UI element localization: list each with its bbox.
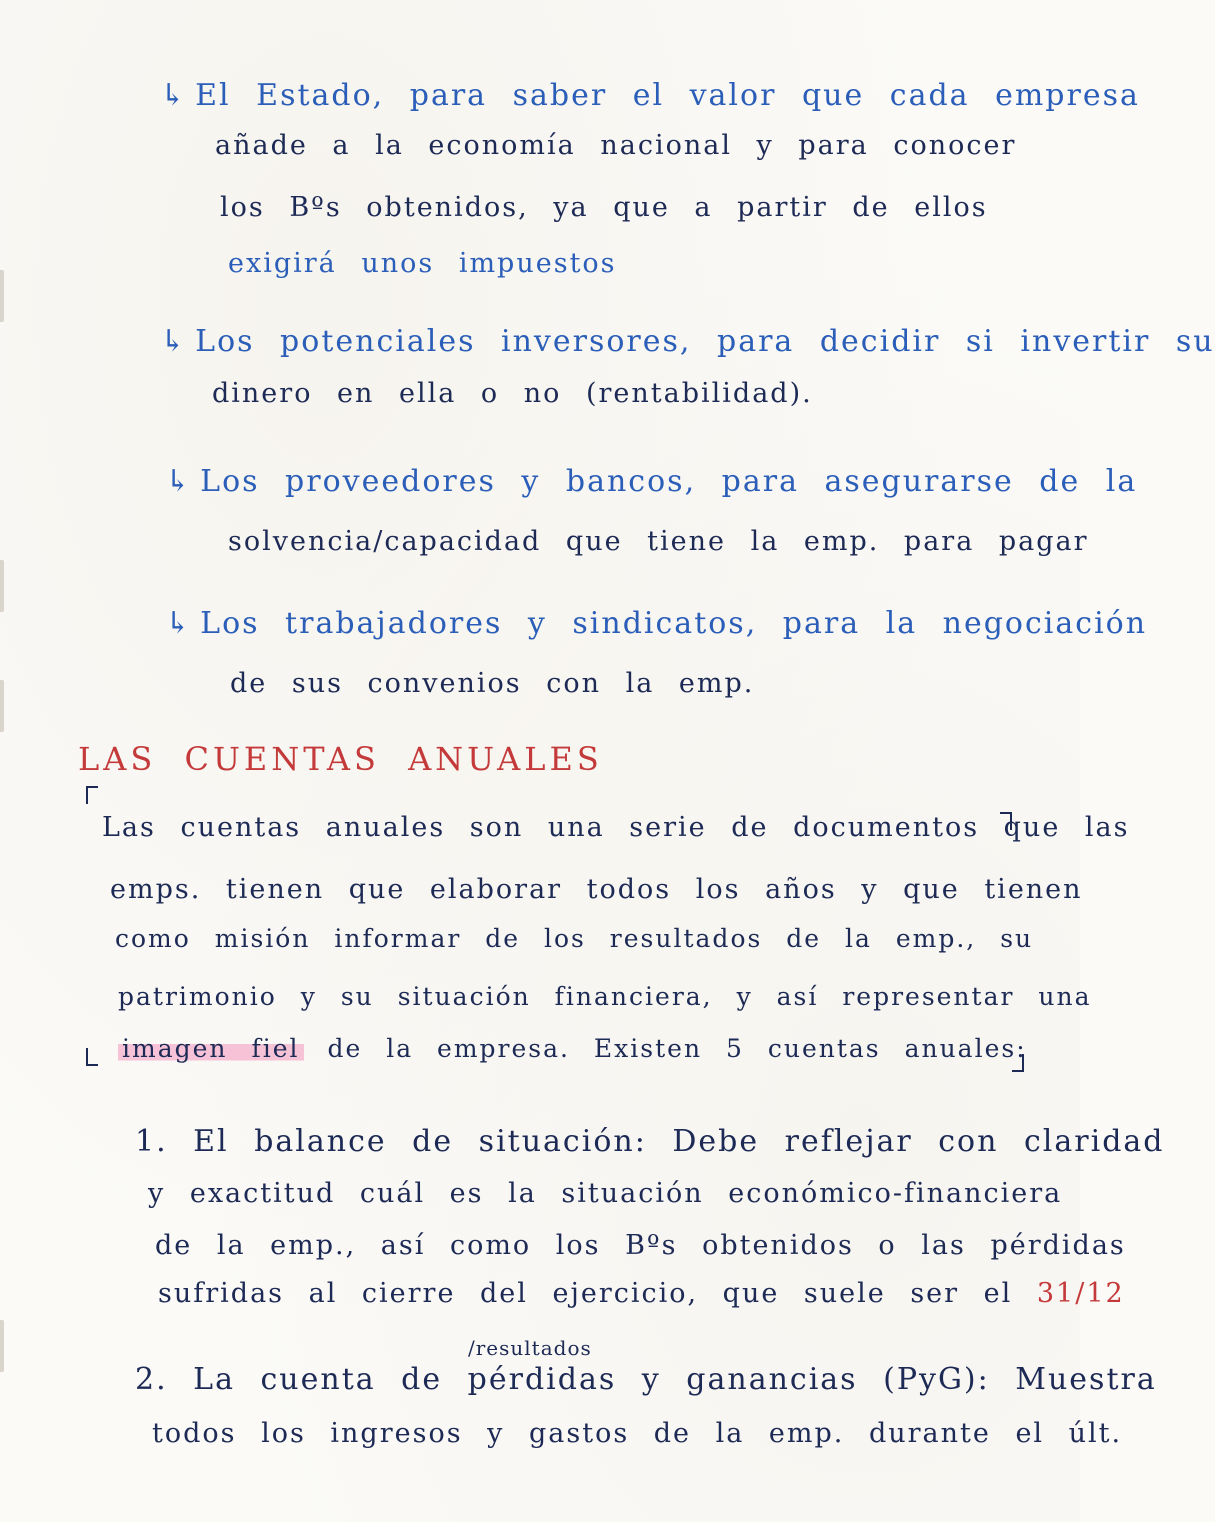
annotation-resultados: /resultados: [468, 1336, 592, 1360]
arrow-icon: ↳: [160, 324, 186, 359]
definition-line-4: patrimonio y su situación financiera, y así representar una: [118, 982, 1092, 1011]
bracket-bottom-left: [86, 1048, 98, 1066]
bullet-trabajadores-line-2: de sus convenios con la emp.: [230, 668, 755, 699]
bullet-proveedores-line-2: solvencia/capacidad que tiene la emp. para pagar: [228, 526, 1089, 557]
item-balance-line-3: de la emp., así como los Bºs obtenidos o las pérdidas: [155, 1230, 1126, 1261]
item-balance-line-2: y exactitud cuál es la situación económico-financiera: [148, 1178, 1063, 1209]
binder-mark: [0, 270, 4, 322]
item-balance-line-1: 1. El balance de situación: Debe reflejar con claridad: [135, 1124, 1165, 1159]
section-title: LAS CUENTAS ANUALES: [78, 740, 603, 778]
binder-mark: [0, 1320, 4, 1372]
item-pyg-line-1: 2. La cuenta de pérdidas y ganancias (PyG): Muestra: [135, 1362, 1157, 1397]
arrow-icon: ↳: [165, 464, 191, 499]
definition-line-3: como misión informar de los resultados de la emp., su: [115, 924, 1034, 953]
item-balance-line-4: [158, 1278, 1125, 1309]
definition-line-2: emps. tienen que elaborar todos los años y que tienen: [110, 874, 1083, 905]
bullet-estado-line-3: los Bºs obtenidos, ya que a partir de ellos: [220, 192, 988, 223]
note-text: Los proveedores y bancos, para asegurarse de la: [200, 464, 1138, 499]
arrow-icon: ↳: [165, 606, 191, 641]
binder-mark: [0, 560, 4, 612]
note-text: Los potenciales inversores, para decidir si invertir su: [195, 324, 1215, 359]
note-text: Los trabajadores y sindicatos, para la negociación: [200, 606, 1148, 641]
definition-line-1: Las cuentas anuales son una serie de documentos que las: [102, 812, 1130, 843]
item-pyg-line-2: todos los ingresos y gastos de la emp. durante el últ.: [152, 1418, 1123, 1449]
definition-line-5-rest: de la empresa. Existen 5 cuentas anuales:: [327, 1034, 1027, 1063]
note-text: El Estado, para saber el valor que cada empresa: [195, 78, 1140, 113]
bullet-trabajadores-line-1: [165, 606, 1147, 641]
bullet-inversores-line-2: dinero en ella o no (rentabilidad).: [212, 378, 813, 409]
bracket-top-left: [86, 786, 98, 804]
bullet-estado-line-4: exigirá unos impuestos: [228, 248, 617, 279]
bullet-estado-line-1: [160, 78, 1140, 113]
binder-mark: [0, 680, 4, 732]
item-balance-line-4-text: sufridas al cierre del ejercicio, que suele ser el: [158, 1278, 1013, 1309]
bullet-proveedores-line-1: [165, 464, 1137, 499]
arrow-icon: ↳: [160, 78, 186, 113]
definition-line-5: [118, 1034, 1027, 1063]
bullet-estado-line-2: añade a la economía nacional y para conocer: [215, 130, 1017, 161]
closing-date: 31/12: [1036, 1278, 1125, 1309]
bullet-inversores-line-1: [160, 324, 1215, 359]
highlighted-term: imagen fiel: [118, 1034, 304, 1063]
